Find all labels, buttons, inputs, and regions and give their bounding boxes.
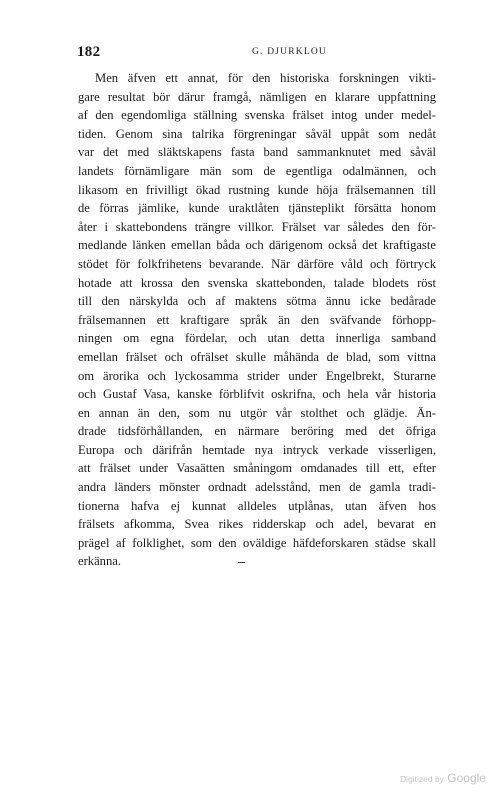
text-line: de förras jämlike, kunde uraktlåten tjänsteplikt försätta honom	[78, 201, 436, 216]
text-line: ningen om egna fördelar, och utan detta innerliga samband	[78, 331, 436, 346]
text-line: att frälset under Vasaätten småningom omdanades till ett, efter	[78, 461, 436, 476]
text-line: till den närskylda och af maktens sötma ännu icke bedårade	[78, 294, 436, 309]
page-header	[77, 44, 433, 64]
text-line: tionerna hafva ej kunnat alldeles utplånas, utan äfven hos	[78, 498, 436, 513]
text-line: prägel af folklighet, som den oväldige häfdeforskaren städse skall	[78, 535, 436, 550]
body-paragraph	[78, 69, 436, 571]
text-line: tiden. Genom sina talrika förgreningar såväl uppåt som nedåt	[78, 126, 436, 141]
text-line: medlande länken emellan båda och därigenom också det kraftigaste	[78, 238, 436, 253]
text-line: emellan frälset och ofrälset skulle måhända de blad, som vittna	[78, 349, 436, 364]
section-divider-mark	[238, 562, 245, 563]
text-line: likasom en frivilligt ökad rustning kunde höja frälsemannen till	[78, 182, 436, 197]
text-line: gare resultat bör därur framgå, nämligen en klarare uppfattning	[78, 89, 436, 104]
text-line: om ärorika och lyckosamma strider under Engelbrekt, Sturarne	[78, 368, 436, 383]
text-line: stödet för folkfrihetens bevarande. När därföre våld och förtryck	[78, 256, 436, 271]
text-line: landets förnämligare män som de egentliga odalmännen, och	[78, 163, 436, 178]
text-line: af den egendomliga ställning svenska frälset intog under medel-	[78, 108, 436, 123]
text-line: drade tidsförhållanden, en närmare beröring med det öfriga	[78, 424, 436, 439]
page-number: 182	[77, 44, 101, 60]
text-line: en annan än den, som nu utgör vår stolthet och glädje. Än-	[78, 405, 436, 420]
text-line: andra länders mönster ordnadt adelsstånd, men de gamla tradi-	[78, 480, 436, 495]
watermark-brand: Google	[447, 771, 486, 785]
digitization-watermark	[400, 771, 486, 785]
text-line: åter i skattebondens trängre villkor. Frälset var således den för-	[78, 219, 436, 234]
text-line: var det med släktskapens fasta band sammanknutet med såväl	[78, 145, 436, 160]
running-head: G. DJURKLOU	[252, 47, 327, 57]
text-line: hotade att krossa den svenska skattebonden, talade blodets röst	[78, 275, 436, 290]
text-line: erkänna.	[78, 554, 122, 569]
watermark-prefix: Digitized by	[400, 774, 444, 784]
text-line: och Gustaf Vasa, kanske förblifvit oskrifna, och hela vår historia	[78, 387, 436, 402]
text-line: Europa och därifrån hemtade nya intryck verkade visserligen,	[78, 442, 436, 457]
text-line: frälsets afkomma, Svea rikes ridderskap och adel, bevarat en	[78, 517, 436, 532]
text-line: frälsemannen ett kraftigare språk än den sväfvande förhopp-	[78, 312, 436, 327]
text-line: Men äfven ett annat, för den historiska forskningen vikti-	[95, 71, 436, 85]
